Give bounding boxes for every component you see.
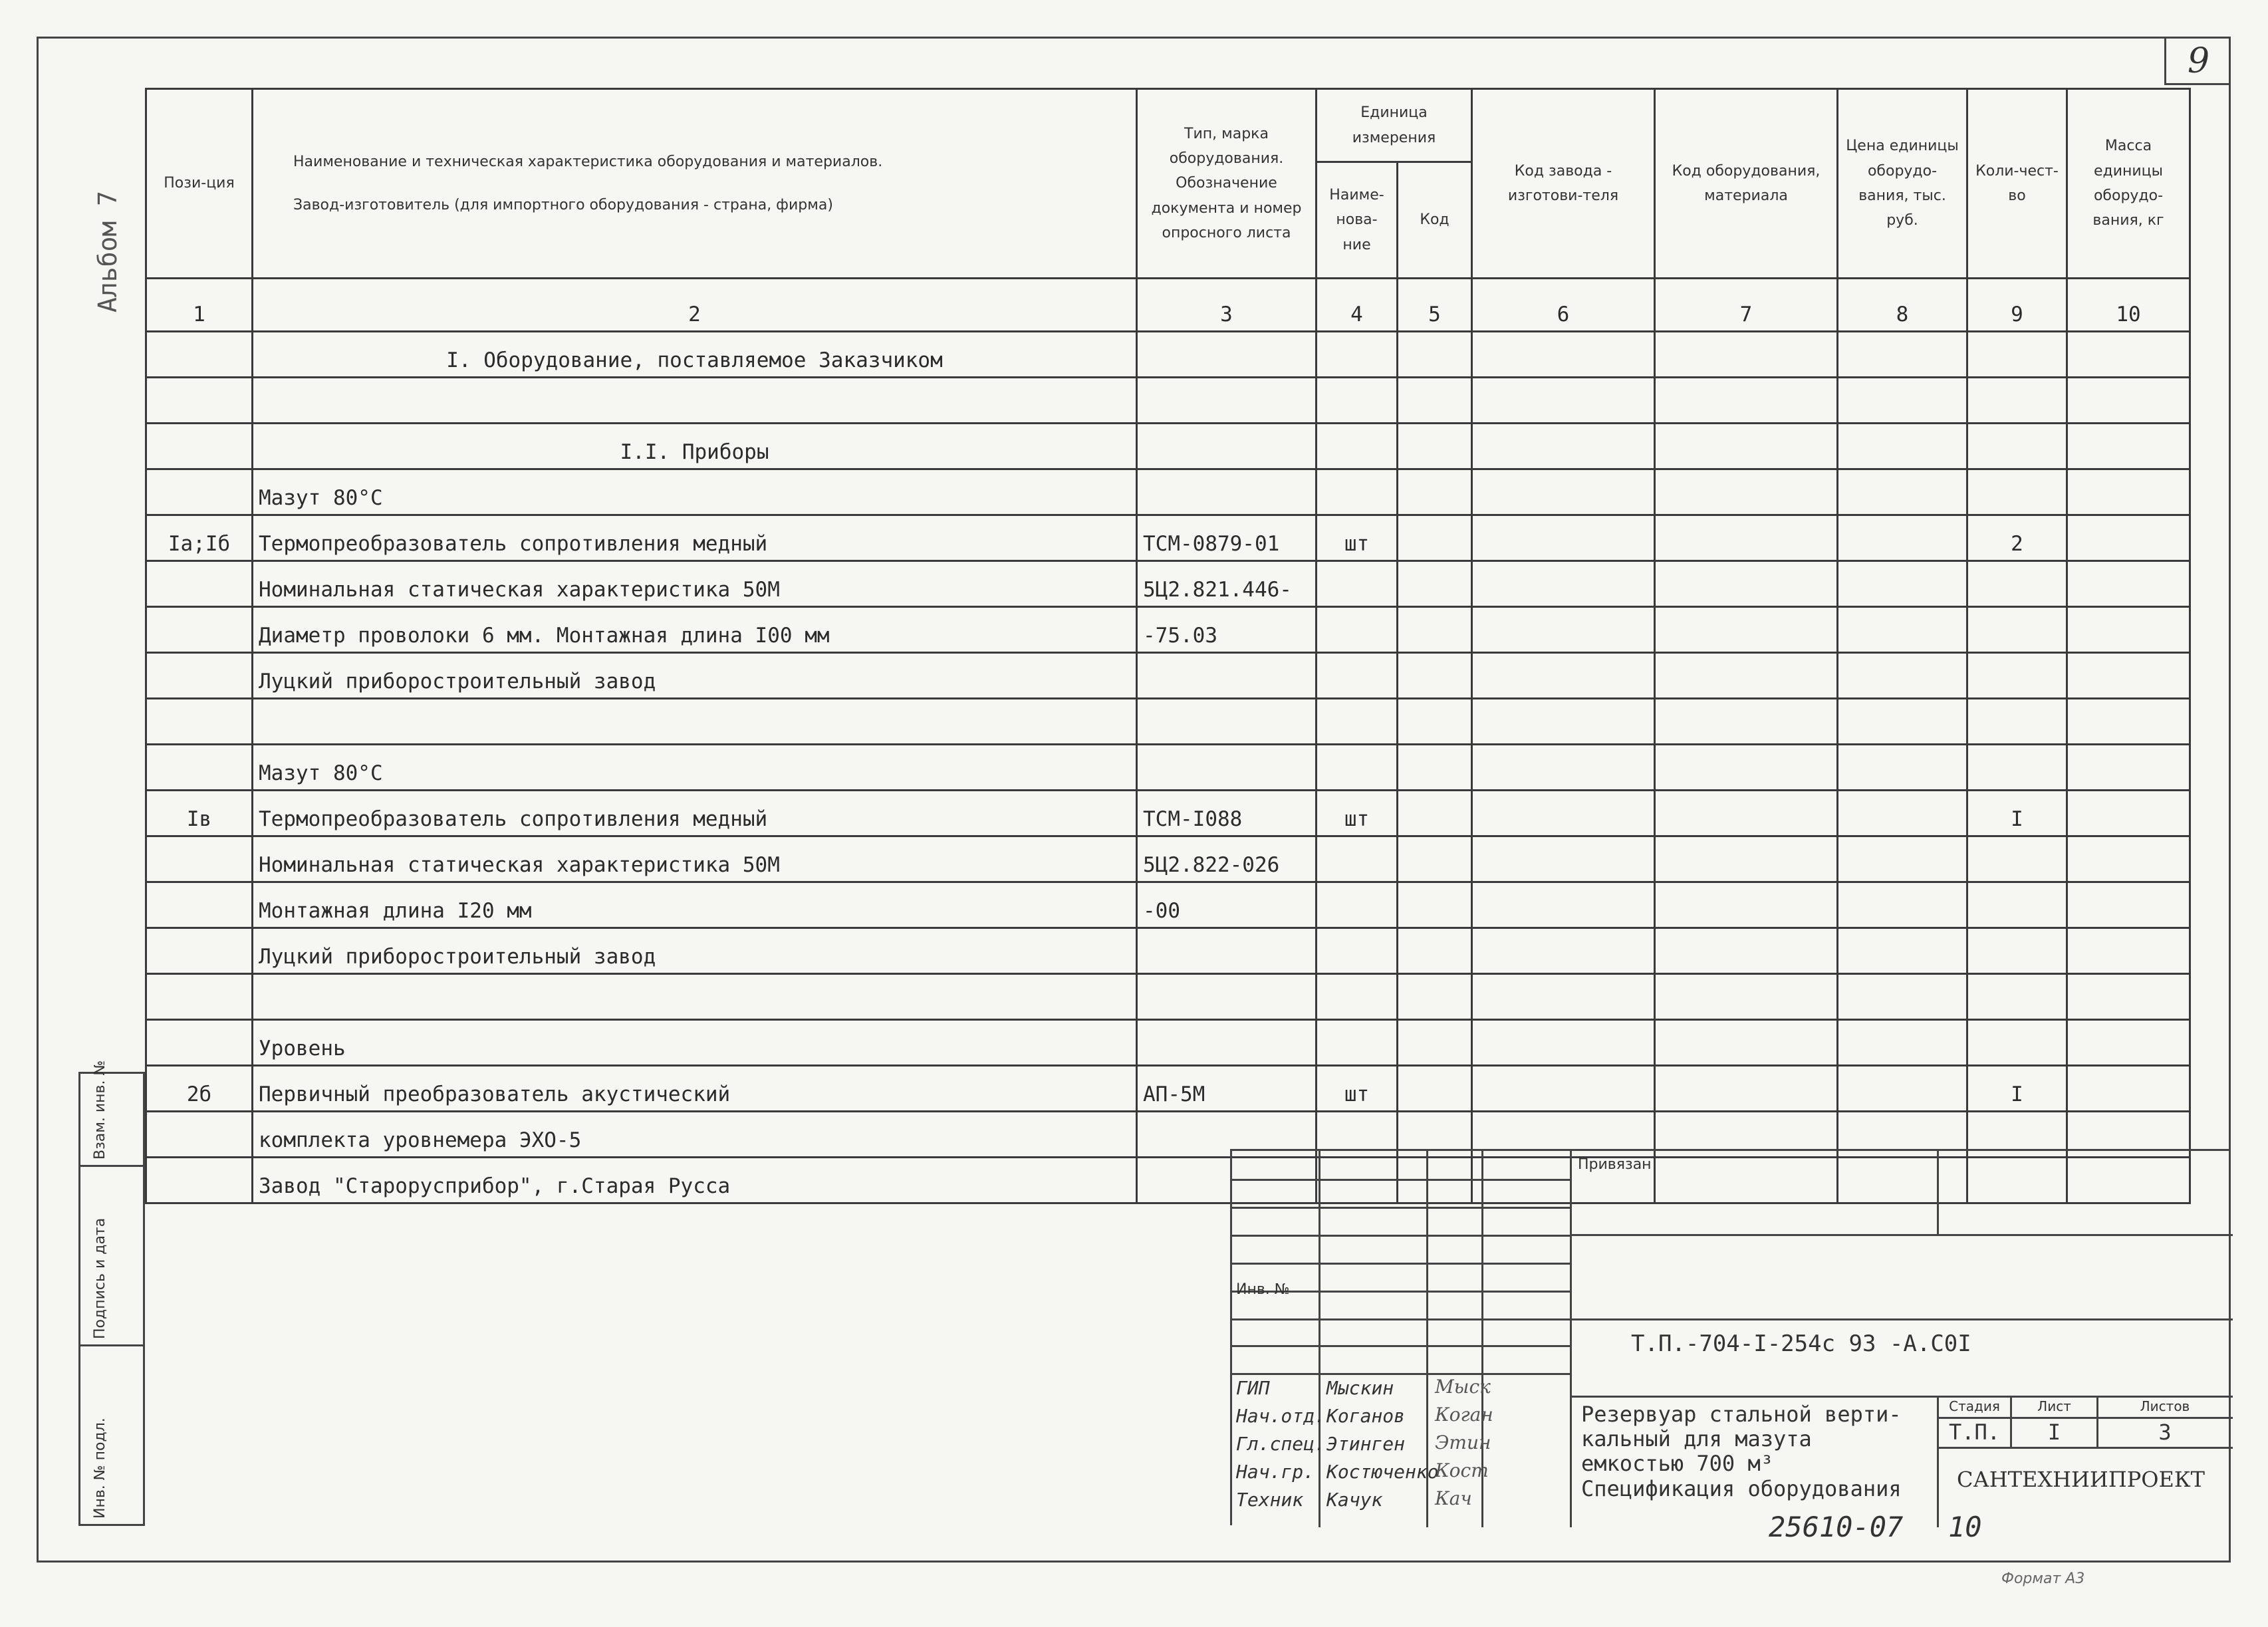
row-position: Iа;Iб [146, 515, 253, 561]
header-mass: Масса единицы оборудо-вания, кг [2067, 89, 2190, 279]
row-price [1838, 378, 1967, 424]
row-equipment-code [1655, 515, 1838, 561]
table-row [146, 607, 2190, 653]
row-mass [2067, 424, 2190, 469]
row-mass [2067, 561, 2190, 607]
column-number-row [146, 279, 2190, 332]
row-name [253, 699, 1137, 745]
signer-role: Нач.отд. [1236, 1405, 1326, 1427]
table-row [146, 561, 2190, 607]
row-type [1137, 378, 1317, 424]
row-unit-name [1317, 424, 1398, 469]
row-price [1838, 1020, 1967, 1066]
row-quantity [1967, 332, 2067, 378]
table-row [146, 699, 2190, 745]
row-quantity [1967, 928, 2067, 974]
side-strip [78, 1060, 145, 1526]
row-factory-code [1472, 424, 1655, 469]
signer-name: Костюченко [1326, 1461, 1439, 1483]
column-number: 10 [2067, 279, 2190, 332]
album-label: Альбом 7 [93, 190, 122, 313]
row-mass [2067, 653, 2190, 699]
row-unit-name [1317, 974, 1398, 1020]
row-price [1838, 607, 1967, 653]
document-code: Т.П.-704-I-254с 93 -А.С0I [1631, 1330, 1971, 1357]
inv-no-label: Инв. № [1236, 1281, 1290, 1298]
row-factory-code [1472, 515, 1655, 561]
specification-table [145, 88, 2191, 1204]
object-title-line3: емкостью 700 м³ [1581, 1450, 1773, 1476]
side-label-inv-podl: Инв. № подл. [92, 1418, 108, 1519]
signer-name: Коганов [1326, 1405, 1406, 1427]
table-row [146, 424, 2190, 469]
row-position: Iв [146, 791, 253, 836]
row-equipment-code [1655, 424, 1838, 469]
row-quantity [1967, 882, 2067, 928]
row-equipment-code [1655, 745, 1838, 791]
signer-role: Нач.гр. [1236, 1461, 1315, 1483]
signature-grid [1232, 1151, 1571, 1527]
header-position: Пози-ция [146, 89, 253, 279]
signer-row [1232, 1486, 1571, 1514]
row-type: ТСМ-0879-01 [1137, 515, 1317, 561]
header-quantity: Коли-чест-во [1967, 89, 2067, 279]
row-mass [2067, 974, 2190, 1020]
signer-signature: Кост [1435, 1459, 1489, 1481]
row-position [146, 607, 253, 653]
header-name [253, 89, 1137, 279]
table-row [146, 378, 2190, 424]
row-quantity: 2 [1967, 515, 2067, 561]
object-title-line2: кальный для мазута [1581, 1426, 1812, 1451]
row-name [253, 974, 1137, 1020]
row-quantity [1967, 607, 2067, 653]
sheet-value: I [2047, 1420, 2061, 1445]
row-position [146, 332, 253, 378]
row-quantity: I [1967, 791, 2067, 836]
row-quantity [1967, 424, 2067, 469]
row-mass [2067, 836, 2190, 882]
row-name: Первичный преобразователь акустический [253, 1066, 1137, 1112]
row-price [1838, 699, 1967, 745]
row-equipment-code [1655, 607, 1838, 653]
row-name: Мазут 80°С [253, 469, 1137, 515]
header-equipment-code: Код оборудования, материала [1655, 89, 1838, 279]
row-name: Диаметр проволоки 6 мм. Монтажная длина I00 мм [253, 607, 1137, 653]
row-unit-name [1317, 882, 1398, 928]
table-row [146, 515, 2190, 561]
row-equipment-code [1655, 332, 1838, 378]
row-factory-code [1472, 378, 1655, 424]
row-type: АП-5М [1137, 1066, 1317, 1112]
row-equipment-code [1655, 1066, 1838, 1112]
archive-number-2: 10 [1948, 1511, 1982, 1543]
row-unit-code [1398, 791, 1472, 836]
row-name: Номинальная статическая характеристика 50М [253, 836, 1137, 882]
row-unit-code [1398, 515, 1472, 561]
row-unit-code [1398, 469, 1472, 515]
signer-row [1232, 1458, 1571, 1486]
row-unit-code [1398, 699, 1472, 745]
row-factory-code [1472, 745, 1655, 791]
format-label: Формат А3 [2001, 1570, 2085, 1587]
row-mass [2067, 745, 2190, 791]
side-cell-podpis [80, 1167, 143, 1346]
row-type [1137, 332, 1317, 378]
row-unit-name [1317, 836, 1398, 882]
row-price [1838, 469, 1967, 515]
header-unit-code: Код [1398, 162, 1472, 279]
row-equipment-code [1655, 928, 1838, 974]
row-name: Уровень [253, 1020, 1137, 1066]
row-factory-code [1472, 653, 1655, 699]
row-name: Луцкий приборостроительный завод [253, 928, 1137, 974]
signer-role: Техник [1236, 1489, 1304, 1511]
column-number: 2 [253, 279, 1137, 332]
row-unit-code [1398, 561, 1472, 607]
column-number: 7 [1655, 279, 1838, 332]
table-row [146, 332, 2190, 378]
signer-signature: Коган [1435, 1404, 1493, 1426]
row-price [1838, 332, 1967, 378]
row-unit-code [1398, 745, 1472, 791]
row-unit-code [1398, 378, 1472, 424]
side-cell-vzam [80, 1060, 143, 1167]
row-price [1838, 836, 1967, 882]
row-position [146, 974, 253, 1020]
row-unit-code [1398, 332, 1472, 378]
table-row [146, 791, 2190, 836]
column-number: 8 [1838, 279, 1967, 332]
signer-row [1232, 1374, 1571, 1402]
header-price: Цена единицы оборудо-вания, тыс. руб. [1838, 89, 1967, 279]
object-title [1581, 1402, 1902, 1475]
row-price [1838, 653, 1967, 699]
row-unit-name [1317, 378, 1398, 424]
table-row [146, 836, 2190, 882]
row-unit-name [1317, 607, 1398, 653]
row-factory-code [1472, 836, 1655, 882]
row-unit-code [1398, 1020, 1472, 1066]
organization-name: САНТЕХНИИПРОЕКТ [1957, 1467, 2205, 1492]
sheets-header: Листов [2140, 1398, 2190, 1414]
row-type: 5Ц2.822-026 [1137, 836, 1317, 882]
column-number: 1 [146, 279, 253, 332]
row-quantity [1967, 378, 2067, 424]
row-quantity [1967, 745, 2067, 791]
signer-role: ГИП [1236, 1377, 1270, 1399]
row-name: Завод "Старорусприбор", г.Старая Русса [253, 1158, 1137, 1203]
row-type [1137, 974, 1317, 1020]
sheet-title: Спецификация оборудования [1581, 1476, 1902, 1501]
side-label-podpis-data: Подпись и дата [92, 1217, 108, 1339]
row-unit-name: шт [1317, 791, 1398, 836]
row-type [1137, 745, 1317, 791]
row-name: Мазут 80°С [253, 745, 1137, 791]
row-position [146, 1158, 253, 1203]
signer-signature: Кач [1435, 1487, 1472, 1509]
row-position [146, 836, 253, 882]
table-row [146, 469, 2190, 515]
row-unit-name [1317, 699, 1398, 745]
privyazan-label: Привязан [1578, 1156, 1652, 1173]
row-quantity [1967, 469, 2067, 515]
object-title-line1: Резервуар стальной верти- [1581, 1402, 1902, 1427]
row-equipment-code [1655, 653, 1838, 699]
row-position [146, 745, 253, 791]
column-number: 5 [1398, 279, 1472, 332]
row-position [146, 378, 253, 424]
signer-name: Качук [1326, 1489, 1383, 1511]
header-type: Тип, марка оборудования. Обозначение документа и номер опросного листа [1137, 89, 1317, 279]
row-factory-code [1472, 1066, 1655, 1112]
row-name [253, 378, 1137, 424]
row-equipment-code [1655, 378, 1838, 424]
row-name: комплекта уровнемера ЭХО-5 [253, 1112, 1137, 1158]
row-quantity [1967, 836, 2067, 882]
row-position [146, 882, 253, 928]
row-mass [2067, 882, 2190, 928]
row-type [1137, 699, 1317, 745]
row-mass [2067, 791, 2190, 836]
row-name: Номинальная статическая характеристика 50М [253, 561, 1137, 607]
row-unit-code [1398, 974, 1472, 1020]
row-quantity [1967, 561, 2067, 607]
signer-signature: Этин [1435, 1432, 1491, 1453]
table-row [146, 1066, 2190, 1112]
row-price [1838, 791, 1967, 836]
row-equipment-code [1655, 836, 1838, 882]
row-price [1838, 1066, 1967, 1112]
row-equipment-code [1655, 882, 1838, 928]
row-mass [2067, 378, 2190, 424]
row-type: ТСМ-I088 [1137, 791, 1317, 836]
row-unit-code [1398, 882, 1472, 928]
row-unit-name [1317, 745, 1398, 791]
table-row [146, 882, 2190, 928]
row-type [1137, 424, 1317, 469]
row-mass [2067, 928, 2190, 974]
sheets-value: 3 [2158, 1420, 2172, 1445]
header-name-line2: Завод-изготовитель (для импортного оборудования - страна, фирма) [293, 197, 833, 213]
row-price [1838, 561, 1967, 607]
row-unit-code [1398, 653, 1472, 699]
stage-value: Т.П. [1948, 1420, 2001, 1445]
row-price [1838, 928, 1967, 974]
row-price [1838, 424, 1967, 469]
row-mass [2067, 607, 2190, 653]
header-name-line1: Наименование и техническая характеристика оборудования и материалов. [293, 153, 883, 170]
row-quantity: I [1967, 1066, 2067, 1112]
page-number: 9 [2164, 39, 2231, 85]
row-unit-name [1317, 561, 1398, 607]
signer-row [1232, 1430, 1571, 1458]
row-equipment-code [1655, 469, 1838, 515]
row-quantity [1967, 974, 2067, 1020]
row-position: 2б [146, 1066, 253, 1112]
row-mass [2067, 332, 2190, 378]
signer-row [1232, 1402, 1571, 1430]
row-equipment-code [1655, 1020, 1838, 1066]
row-position [146, 653, 253, 699]
row-type [1137, 1020, 1317, 1066]
table-row [146, 745, 2190, 791]
row-position [146, 424, 253, 469]
column-number: 6 [1472, 279, 1655, 332]
row-factory-code [1472, 974, 1655, 1020]
row-unit-name: шт [1317, 1066, 1398, 1112]
row-equipment-code [1655, 974, 1838, 1020]
row-type [1137, 928, 1317, 974]
side-label-vzam-inv: Взам. инв. № [92, 1060, 108, 1160]
row-mass [2067, 1066, 2190, 1112]
table-row [146, 1020, 2190, 1066]
table-row [146, 653, 2190, 699]
side-cell-inv-podl [80, 1346, 143, 1524]
row-price [1838, 882, 1967, 928]
signer-role: Гл.спец. [1236, 1433, 1326, 1455]
row-quantity [1967, 699, 2067, 745]
column-number: 4 [1317, 279, 1398, 332]
row-mass [2067, 1020, 2190, 1066]
row-unit-code [1398, 928, 1472, 974]
row-quantity [1967, 653, 2067, 699]
row-factory-code [1472, 699, 1655, 745]
row-equipment-code [1655, 561, 1838, 607]
row-equipment-code [1655, 699, 1838, 745]
row-type [1137, 653, 1317, 699]
row-mass [2067, 699, 2190, 745]
signer-name: Мыскин [1326, 1377, 1394, 1399]
column-number: 3 [1137, 279, 1317, 332]
row-unit-name [1317, 928, 1398, 974]
row-price [1838, 974, 1967, 1020]
row-unit-code [1398, 1066, 1472, 1112]
row-unit-name [1317, 653, 1398, 699]
header-factory-code: Код завода - изготови-теля [1472, 89, 1655, 279]
row-type: -00 [1137, 882, 1317, 928]
row-name: Термопреобразователь сопротивления медный [253, 791, 1137, 836]
row-position [146, 699, 253, 745]
row-factory-code [1472, 791, 1655, 836]
row-unit-code [1398, 836, 1472, 882]
row-position [146, 1020, 253, 1066]
row-position [146, 1112, 253, 1158]
row-type [1137, 469, 1317, 515]
row-factory-code [1472, 469, 1655, 515]
row-position [146, 928, 253, 974]
signer-name: Этинген [1326, 1433, 1406, 1455]
stage-header: Стадия [1949, 1398, 2000, 1414]
row-factory-code [1472, 1020, 1655, 1066]
table-row [146, 928, 2190, 974]
row-factory-code [1472, 332, 1655, 378]
row-type: -75.03 [1137, 607, 1317, 653]
archive-number: 25610-07 [1769, 1511, 1904, 1543]
row-unit-name: шт [1317, 515, 1398, 561]
row-name: I. Оборудование, поставляемое Заказчиком [253, 332, 1137, 378]
column-number: 9 [1967, 279, 2067, 332]
row-unit-name [1317, 332, 1398, 378]
row-name: Монтажная длина I20 мм [253, 882, 1137, 928]
row-unit-name [1317, 469, 1398, 515]
row-name: Луцкий приборостроительный завод [253, 653, 1137, 699]
table-row [146, 974, 2190, 1020]
row-price [1838, 745, 1967, 791]
row-factory-code [1472, 561, 1655, 607]
title-block [1230, 1149, 2231, 1525]
row-name: I.I. Приборы [253, 424, 1137, 469]
row-name: Термопреобразователь сопротивления медный [253, 515, 1137, 561]
signer-signature: Мыск [1435, 1376, 1491, 1398]
row-factory-code [1472, 928, 1655, 974]
row-quantity [1967, 1020, 2067, 1066]
row-equipment-code [1655, 791, 1838, 836]
row-price [1838, 515, 1967, 561]
row-position [146, 561, 253, 607]
row-unit-code [1398, 607, 1472, 653]
sheet-header: Лист [2037, 1398, 2071, 1414]
row-factory-code [1472, 882, 1655, 928]
header-unit-name: Наиме-нова-ние [1317, 162, 1398, 279]
row-position [146, 469, 253, 515]
row-unit-name [1317, 1020, 1398, 1066]
row-factory-code [1472, 607, 1655, 653]
row-mass [2067, 469, 2190, 515]
row-unit-code [1398, 424, 1472, 469]
row-type: 5Ц2.821.446- [1137, 561, 1317, 607]
row-mass [2067, 515, 2190, 561]
header-unit: Единица измерения [1317, 89, 1472, 162]
